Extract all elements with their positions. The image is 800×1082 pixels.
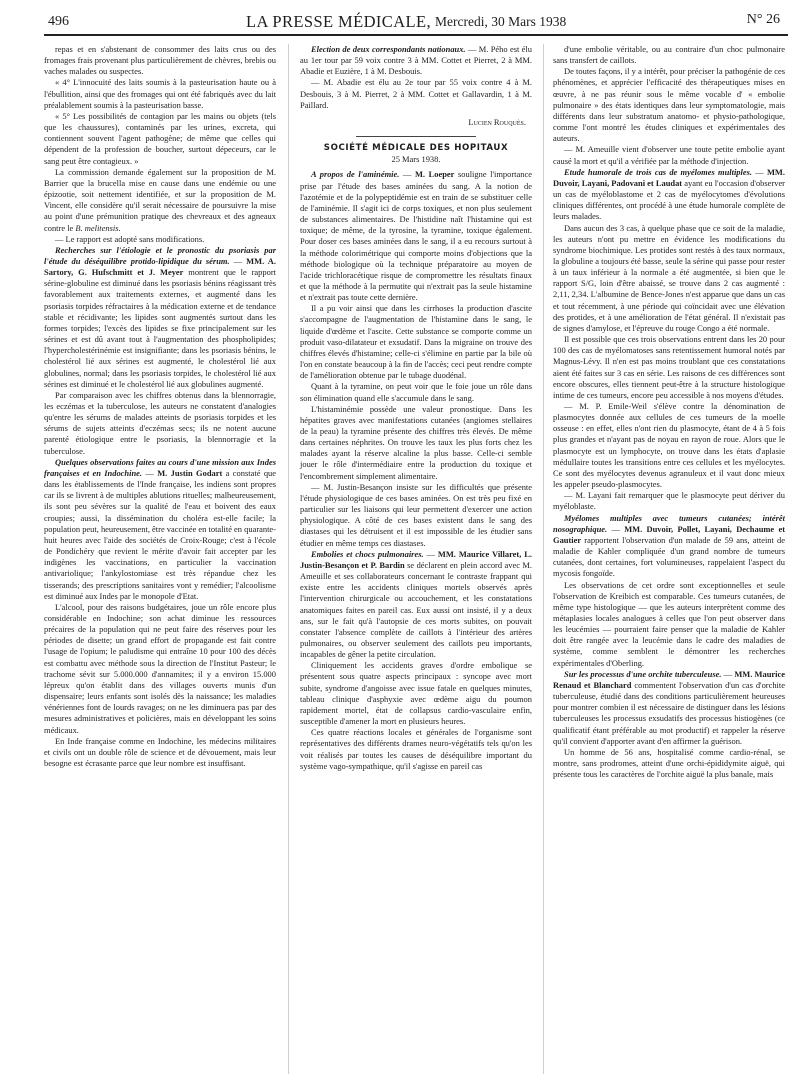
- paragraph-text: Les observations de cet ordre sont exceptionnelles et seule l'observation de Kreibich est comparable. Ces tumeurs cutanées, de même type histologique — que les auteurs interprètent comme des métaplasies locales analogues à celles que l'on peut observer dans les leucémies — pourraient faire penser que la maladie de Kahler doit être rangée avec la leucémie dans le cadre des maladies de système, comme semblent le démontrer les recherches expérimentales d'Oberling.: [553, 579, 785, 668]
- paragraph-text: .: [118, 222, 121, 233]
- body-paragraph: [553, 144, 785, 166]
- paragraph-text: Quant à la tyramine, on peut voir que le foie joue un rôle dans son élimination quand elle s'accumule dans le sang.: [300, 381, 532, 403]
- article-paragraph: Sur les processus d'une orchite tuberculeuse. — MM. Maurice Renaud et Blanchard commentent l'observation d'un cas d'orchite tuberculeuse, étudié dans des conditions particulièrement heureuses pour montrer combien il est nécessaire de distinguer dans les lésions tuberculeuses les processus exsudatifs des processus histiogènes (ce qualificatif étant préférable au mot productif) et rappeler la réserve qu'il convient d'apporter avant d'en affirmer la guérison.: [553, 668, 785, 746]
- paragraph-text: Ces quatre réactions locales et générales de l'organisme sont représentatives des différents drames neuro-végétatifs tels qu'on les voit réalisés par toutes les causes de déséquilibre important du système vago-sympathique, qu'il s'agisse en pareil cas: [300, 727, 532, 771]
- article-paragraph: A propos de l'aminémie. — M. Loeper souligne l'importance prise par l'étude des bases aminées du sang. A la notion de l'azotémie et de la polypeptidémie est en train de se substituer celle de l'aminémie. Il s'agit ici de corps toxiques, et non plus seulement de substances alimentaires. De l'histidine naît l'histamine qui est toxique; de même, de la tyrosine, la tyramine, toxique également. Pour doser ces bases aminées dans le sang, il a eu recours surtout à la méthode colorimétrique qui comporte moins d'objections que la méthode biologique où la technique préparatoire au moyen de l'acide trichloracétique risque de compromettre les résultats finaux et que la méthode à la permutite qui n'extrait pas la seule histamine et n'extrait pas toute cette dernière.: [300, 169, 532, 303]
- column-divider: [543, 44, 544, 1074]
- paragraph-text: commentent l'observation d'un cas d'orchite tuberculeuse, étudié dans des conditions particulièrement heureuses pour montrer combien il est nécessaire de distinguer dans les lésions tuberculeuses les processus exsudatifs des processus histiogènes (ce qualificatif étant préférable au mot productif) et rappeler la réserve qu'il convient d'apporter avant d'en affirmer la guérison.: [553, 679, 785, 746]
- article-heading: Etude humorale de trois cas de myélomes multiples.: [564, 166, 753, 177]
- journal-title: LA PRESSE MÉDICALE,: [246, 12, 431, 31]
- paragraph-text: L'alcool, pour des raisons budgétaires, joue un rôle encore plus considérable en Indochine; son achat diminue les ressources précaires de la population qui ne peut faire des réserves pour les périodes de disette; un grand effort de propagande est fait contre l'usage de l'opium; le paludisme qui entraîne 10 pour 100 des décès est combattu avec méthode sous la direction de l'Institut Pasteur; le trachome sévit sur 5.000.000 d'annamites; il y a environ 15.000 lépreux qu'on établit dans des villages ouverts munis d'un dispensaire; leurs enfants sont isolés dès la naissance; les maladies vénériennes font de lourds ravages; on ne les diminuera pas par des mesures administratives et policières, mais en développant les soins médicaux.: [44, 601, 276, 735]
- paragraph-text: Il est possible que ces trois observations entrent dans les 20 pour 100 des cas de myélomatoses sans retentissement humoral notés par Magnus-Lévy. Il n'en est pas moins troublant que ces constatations aient été faites sur 3 cas en série. Les raisons de ces différences sont encore obscures, elles tiennent peut-être à la structure histologique intime de ces tumeurs, encore peu accessible à nos moyens d'études.: [553, 334, 785, 400]
- body-paragraph: [553, 580, 785, 669]
- paragraph-text: « 5° Les possibilités de contagion par les mains ou objets (tels que les chaussures), contaminés par les urines, excreta, qui contiennent souvent l'agent pathogène; de même que celles qui dépendent de la profession de boucher, surtout dépeceurs, car le sang peut être contagieux. »: [44, 110, 276, 166]
- body-paragraph: [44, 44, 276, 77]
- paragraph-text: — M. Ameuille vient d'observer une toute petite embolie ayant causé la mort et qu'il a vérifiée par la méthode d'injection.: [553, 144, 785, 166]
- article-paragraph: [300, 44, 532, 77]
- paragraph-text: — M. Abadie est élu au 2e tour par 55 voix contre 4 à M. Desbouis, 3 à M. Pierret, 2 à MM. Cottet et Gallavardin, 1 à M. Paillard.: [300, 77, 532, 110]
- body-paragraph: [300, 727, 532, 772]
- paragraph-text: se déclarent en plein accord avec M. Ameuille et ses collaborateurs concernant le contraste frappant qui existe entre les accidents cliniques mortels observés après l'intervention chirurgicale ou accouchement, et les constatations anatomiques faites en pareil cas. Eux aussi ont insisté, il y a deux ans, sur le fait qu'à l'autopsie de ces morts subites, on pouvait constater l'absence complète de caillots à l'intérieur des artères pulmonaires, ou observer seulement des caillots peu importants, incapables de gêner la petite circulation.: [300, 559, 532, 660]
- author-names: MM. A. Sartory, G. Hufschmitt et J. Meyer: [44, 255, 276, 278]
- column-middle: [300, 44, 532, 772]
- article-paragraph: Recherches sur l'étiologie et le pronostic du psoriasis par l'étude du déséquilibre protido-lipidique du sérum. — MM. A. Sartory, G. Hufschmitt et J. Meyer montrent que le rapport sérine-globuline est diminué dans les psoriasis bénins réagissant très favorablement aux traitements externes, et augmenté dans les psoriasis torpides réfractaires à la médication externe et de tendance stable et récidivante; les lipides sont augmentés surtout dans les formes torpides; l'excès des lipides se fixe principalement sur les sérines et est dû avant tout à l'augmentation des phospholipides; l'hypercholestérinémie est insignifiante; dans les psoriasis bénins, le cholestérol lié aux sérines est augmenté, le cholestérol lié aux globulines, normal; dans les psoriasis torpides, le cholestérol lié aux sérines est diminué et le cholestérol lié aux globulines augmenté.: [44, 244, 276, 389]
- body-paragraph: [300, 660, 532, 727]
- article-paragraph: Myélomes multiples avec tumeurs cutanées; intérêt nosographique. — MM. Duvoir, Pollet, Layani, Dechaume et Gautier rapportent l'observation d'un malade de 59 ans, atteint de maladie de Kahler compliquée d'un grand nombre de tumeurs cutanées, dont certaines, fort volumineuses, rappelaient l'aspect du mycosis fongoïde.: [553, 512, 786, 579]
- paragraph-text: a constaté que dans les établissements de l'Inde française, les indiens sont propres car ils se livrent à de multiples ablutions rituelles; malheureusement, ils sont peu sévères sur la qualité de l'eau et boivent des eaux croupies; aussi, la dissémination du choléra est-elle facile; la population peut, heureusement, être vaccinée en totalité en quarante-huit heures avec l'aide des sociétés de Croix-Rouge; c'est à l'école de Pondichéry que revient le mérite d'avoir fait accepter par les indigènes les vaccinations, en particulier la vaccination antivariolique; l'ankylostomiase est très répandue chez les tisserands; des prescriptions sanitaires vont y remédier; l'alcoolisme est diminué aux Indes par le monopole d'Etat.: [44, 467, 276, 601]
- body-paragraph: [44, 234, 276, 245]
- paragraph-text: — M. P. Emile-Weil s'élève contre la dénomination de plasmocytes donnée aux cellules de ces tumeurs de la moelle osseuse : en effet, elles n'ont rien du plasmocyte, étant de 4 à 5 fois plus grandes et n'ayant pas de noyau en rayon de roue. Alors que le plasmocyte est un lymphocyte, on trouve dans les états d'aplasie médullaire toutes les transitions entre ces cellules et les myélocytes. Ce sont des myélocytes devenus agranuleux et il vaut donc mieux les appeler pseudo-plasmocytes.: [553, 401, 785, 490]
- paragraph-text: Il a pu voir ainsi que dans les cirrhoses la production d'ascite s'accompagne de l'augmentation de l'histamine dans le sang, le liquide d'œdème et l'ascite. Cette substance se comporte comme un produit vaso-dilatateur et exsudatif. Dans la migraine on trouve des chiffres élevés d'histamine; celle-ci s'élimine en partie par la bile où l'on en constate beaucoup à la fin de l'accès; ceci peut rendre compte de l'amélioration obtenue par le tubage duodénal.: [300, 303, 532, 381]
- paragraph-text: — M. Pého est élu au 1er tour par 59 voix contre 3 à MM. Cottet et Pierret, 2 à MM. Abadie et Euzière, 1 à M. Desbouis.: [300, 44, 532, 77]
- author-names: MM. Duvoir, Pollet, Layani, Dechaume et Gautier: [553, 523, 786, 545]
- author-names: MM. Maurice Villaret, L. Justin-Besançon et P. Bardin: [300, 548, 532, 570]
- issue-date: Mercredi, 30 Mars 1938: [435, 14, 567, 29]
- article-heading: A propos de l'aminémie.: [311, 169, 400, 180]
- header-rule: [44, 34, 788, 36]
- article-heading: Embolies et chocs pulmonaires.: [311, 548, 424, 559]
- section-date: 25 Mars 1938.: [391, 154, 441, 165]
- article-paragraph: Embolies et chocs pulmonaires. — MM. Maurice Villaret, L. Justin-Besançon et P. Bardin se déclarent en plein accord avec M. Ameuille et ses collaborateurs concernant le contraste frappant qui existe entre les accidents cliniques mortels observés après l'intervention chirurgicale ou accouchement, et les constatations anatomiques faites en pareil cas. Eux aussi ont insisté, il y a deux ans, sur le fait qu'à l'autopsie de ces morts subites, on pouvait constater l'absence complète de caillots à l'intérieur des artères pulmonaires, ou observer seulement des caillots peu importants, incapables de gêner la petite circulation.: [300, 548, 532, 660]
- article-heading: Myélomes multiples avec tumeurs cutanées; intérêt nosographique.: [553, 512, 785, 534]
- article-heading: Election de deux correspondants nationaux.: [311, 44, 466, 54]
- body-paragraph: [300, 482, 532, 549]
- article-heading: Quelques observations faites au cours d'une mission aux Indes françaises et en Indochine.: [44, 456, 276, 478]
- author-names: MM. Maurice Renaud et Blanchard: [553, 668, 785, 690]
- body-paragraph: [553, 66, 785, 144]
- body-paragraph: [44, 602, 276, 736]
- issue-number: N° 26: [746, 12, 780, 27]
- page-number: 496: [48, 14, 69, 29]
- author-names: M. Justin Godart: [157, 467, 223, 478]
- body-paragraph: [300, 303, 532, 381]
- author-signature: Lucien Rouquès.: [468, 116, 526, 127]
- body-paragraph: [553, 334, 785, 401]
- paragraph-text: — M. Layani fait remarquer que le plasmocyte peut dériver du myéloblaste.: [553, 490, 785, 512]
- body-paragraph: [553, 490, 785, 512]
- column-right: [553, 44, 785, 780]
- column-divider: [288, 44, 289, 1074]
- paragraph-text: L'histaminémie possède une valeur pronostique. Dans les hépatites graves avec manifestations cutanées (angiomes stellaires de la peau) la tyramine présente des chiffres très élevés. De même dans certaines néphrites. On trouve les taux les plus forts chez les malades ayant la réserve alcaline la plus basse. Celle-ci semble jouer le rôle d'intermédiaire entre la production du toxique et l'encombrement simplement alimentaire.: [300, 403, 532, 481]
- paragraph-text: — M. Justin-Besançon insiste sur les difficultés que présente l'étude physiologique de ces bases aminées. On est très peu fixé en particulier sur les liaisons qui leur permettent d'exercer une action physiologique. A côté de ces bases existent dans le sang des diastases qui les détruisent et il est impossible de les étudier sans étudier en même temps ces diastases.: [300, 481, 532, 548]
- paragraph-text: rapportent l'observation d'un malade de 59 ans, atteint de maladie de Kahler compliquée d'un grand nombre de tumeurs cutanées, dont certaines, fort volumineuses, rappelaient l'aspect du mycosis fongoïde.: [553, 534, 785, 579]
- body-paragraph: [44, 167, 276, 234]
- body-paragraph: [300, 77, 532, 110]
- article-heading: Sur les processus d'une orchite tuberculeuse.: [564, 668, 722, 679]
- body-paragraph: [553, 747, 785, 780]
- paragraph-text: Cliniquement les accidents graves d'ordre embolique se présentent sous quatre aspects principaux : syncope avec mort subite, syndrome d'angoisse avec issue fatale en quelques minutes, tableau clinique d'asphyxie avec œdème aigu du poumon rapidement mortel, état de collapsus cardio-vasculaire enfin, susceptible d'amener la mort en plusieurs heures.: [300, 660, 532, 727]
- body-paragraph: [44, 736, 276, 769]
- page-header: [48, 6, 788, 32]
- body-paragraph: [553, 223, 785, 335]
- paragraph-text: — Le rapport est adopté sans modifications.: [55, 233, 205, 244]
- paragraph-text: repas et en s'abstenant de consommer des laits crus ou des fromages frais provenant plus particulièrement de chèvres, brebis ou vaches malades ou suspectes.: [44, 44, 276, 77]
- paragraph-text: montrent que le rapport sérine-globuline est diminué dans les psoriasis bénins réagissant très favorablement aux traitements externes, et augmenté dans les psoriasis torpides réfractaires à la médication externe et de tendance stable et récidivante; les lipides sont augmentés surtout dans les formes torpides; l'excès des lipides se fixe principalement sur les sérines et est dû avant tout à l'augmentation des phospholipides; l'hypercholestérinémie est insignifiante; dans les psoriasis bénins, le cholestérol lié aux sérines est augmenté, le cholestérol lié aux globulines, normal; dans les psoriasis torpides, le cholestérol lié aux sérines est diminué et le cholestérol lié aux globulines augmenté.: [44, 267, 276, 389]
- paragraph-text: Par comparaison avec les chiffres obtenus dans la blennorragie, les eczémas et la tuberculose, les auteurs ne constatent d'analogies qu'entre les sérums de malades atteints de psoriasis torpides et les sérums de sujets atteints d'eczémas secs; ils ne notent aucune parenté étiologique entre le psoriasis, la blennorragie et la tuberculose.: [44, 389, 276, 456]
- paragraph-text: souligne l'importance prise par l'étude des bases aminées du sang. A la notion de l'azotémie et de la polypeptidémie est en train de se substituer celle de l'aminémie. Il s'agit ici de corps toxiques, et non plus seulement de substances alimentaires. De l'histidine naît l'histamine qui est toxique; de même, de la tyrosine, la tyramine, toxique également. Pour doser ces bases aminées dans le sang, il a eu recours surtout à la méthode colorimétrique qui comporte moins d'objections que la méthode biologique où la technique préparatoire au moyen de l'acide trichloracétique risque de compromettre les résultats finaux et que la méthode à la permutite qui n'extrait pas la seule histamine et n'extrait pas toute cette dernière.: [300, 169, 532, 303]
- paragraph-text: La commission demande également sur la proposition de M. Barrier que la brucella mise en cause dans une endémie ou une épizootie, soit nettement identifiée, et sur la proposition de M. Vincent, elle considère qu'il serait nécessaire de poursuivre la mise au point d'une prémunition pratique des chevreaux et des agneaux contre le: [44, 166, 276, 233]
- section-divider: [356, 136, 476, 137]
- body-paragraph: [44, 111, 276, 167]
- species-name: B. melitensis: [75, 222, 119, 233]
- body-paragraph: [553, 44, 785, 66]
- paragraph-text: Dans aucun des 3 cas, à quelque phase que ce soit de la maladie, les auteurs n'ont pu mettre en évidence les modifications du syndrome biochimique. Les protides sont restés à des taux normaux, la globuline a toujours été basse, seule la sérine qui passe pour rester à un taux inférieur à la normale a été augmentée, si bien que le rapport S/G, loin d'être abaissé, se trouve dans 2 cas augmenté : 2,11, 2,34. L'albumine de Bence-Jones n'est apparue que dans un cas et tout récemment, à une période qui coïncidait avec une élévation des protides, et à une amélioration de l'état général. Il n'existait pas de signes d'amylose, et l'épreuve du rouge Congo a été normale.: [553, 222, 785, 333]
- body-paragraph: [300, 381, 532, 403]
- column-left: [44, 44, 276, 769]
- body-paragraph: [553, 401, 785, 490]
- body-paragraph: [44, 77, 276, 110]
- paragraph-text: d'une embolie véritable, ou au contraire d'un choc pulmonaire sans transfert de caillots.: [553, 44, 785, 66]
- paragraph-text: De toutes façons, il y a intérêt, pour préciser la pathogénie de ces phénomènes, et apprécier l'efficacité des thérapeutiques mises en œuvre, à ne pas réunir sous le même vocable d' « embolie pulmonaire » des états identiques dans leur symptomatologie, mais différents dans leur substratum anatomo- et physio-pathologique, comme l'ont montré les études cliniques et expérimentales des auteurs.: [553, 66, 785, 144]
- author-names: MM. Duvoir, Layani, Padovani et Laudat: [553, 166, 786, 188]
- section-title: SOCIÉTÉ MÉDICALE DES HOPITAUX: [323, 143, 509, 154]
- paragraph-text: ayant eu l'occasion d'observer un cas de myéloblastome et 2 cas de myélocytomes d'évolutions cliniques différentes, ont procédé à une étude humorale complète de leurs malades.: [553, 177, 785, 222]
- body-paragraph: [300, 404, 532, 482]
- body-paragraph: [44, 390, 276, 457]
- paragraph-text: Un homme de 56 ans, hospitalisé comme cardio-rénal, se montre, sans prodromes, atteint d'une orchi-épididymite aiguë, qui présente tous les caractères de l'orchite aiguë la plus banale, mais: [553, 746, 785, 780]
- article-heading: Recherches sur l'étiologie et le pronostic du psoriasis par l'étude du déséquilibre protido-lipidique du sérum.: [44, 244, 276, 266]
- paragraph-text: « 4° L'innocuité des laits soumis à la pasteurisation haute ou à l'ébullition, ainsi que des fromages qui ont été fabriqués avec du lait préalablement soumis à la pasteurisation basse.: [44, 77, 276, 110]
- article-paragraph: Etude humorale de trois cas de myélomes multiples. — MM. Duvoir, Layani, Padovani et Laudat ayant eu l'occasion d'observer un cas de myéloblastome et 2 cas de myélocytomes d'évolutions cliniques différentes, ont procédé à une étude humorale complète de leurs malades.: [553, 166, 786, 222]
- author-names: M. Loeper: [414, 169, 455, 180]
- article-paragraph: Quelques observations faites au cours d'une mission aux Indes françaises et en Indochine. — M. Justin Godart a constaté que dans les établissements de l'Inde française, les indiens sont propres car ils se livrent à de multiples ablutions rituelles; malheureusement, ils sont peu sévères sur la qualité de l'eau et boivent des eaux croupies; aussi, la dissémination du choléra est-elle facile; la population peut, heureusement, être vaccinée en totalité en quarante-huit heures avec l'aide des sociétés de Croix-Rouge; c'est à l'école de Pondichéry que revient le mérite d'avoir fait accepter par les indigènes les vaccinations, en particulier la vaccination antivariolique; l'ankylostomiase est très répandue chez les tisserands; des prescriptions sanitaires vont y remédier; l'alcoolisme est diminué aux Indes par le monopole d'Etat.: [44, 456, 276, 601]
- paragraph-text: En Inde française comme en Indochine, les médecins militaires et civils ont un double rôle de science et de dévouement, mais leur besogne est écrasante parce que leur nombre est insuffisant.: [44, 735, 276, 768]
